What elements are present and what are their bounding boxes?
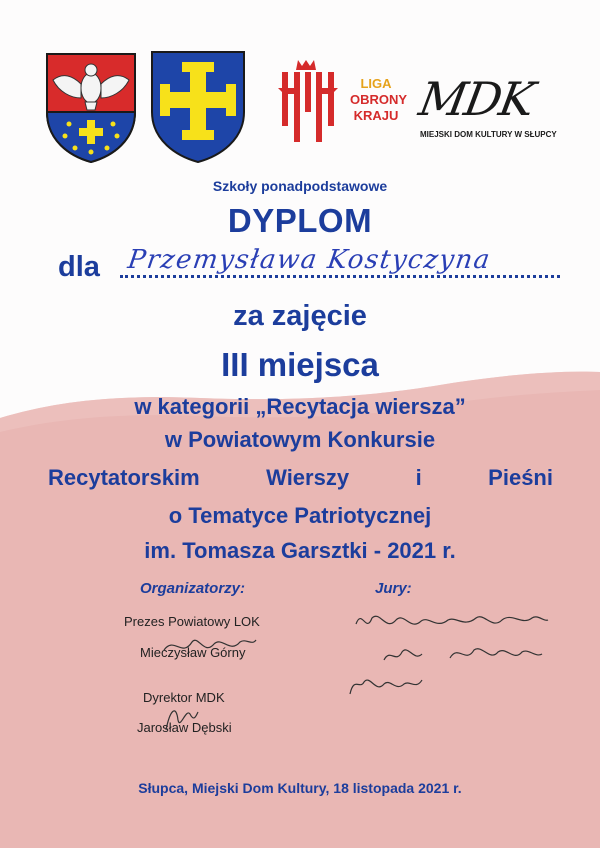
contest-word: Pieśni	[488, 465, 553, 490]
contest-word: Recytatorskim	[48, 465, 200, 490]
lok-logo-line2: OBRONY	[350, 92, 408, 107]
signature-organizer-2	[160, 700, 200, 734]
organizers-heading: Organizatorzy:	[140, 580, 246, 597]
award-category: w kategorii „Recytacja wiersza”	[134, 394, 466, 419]
lok-logo-line3: KRAJU	[353, 108, 399, 123]
contest-line-2	[48, 465, 553, 491]
place-and-date: Słupca, Miejski Dom Kultury, 18 listopada 2021 r.	[138, 780, 462, 796]
signature-jury-1	[352, 604, 552, 638]
town-coat-of-arms-icon	[150, 50, 246, 164]
contest-word: Wierszy	[266, 465, 350, 490]
award-intro: za zajęcie	[233, 300, 367, 332]
lok-logo-text	[350, 76, 408, 124]
contest-word: i	[415, 465, 422, 490]
signature-jury-3	[346, 670, 426, 700]
jury-heading: Jury:	[375, 580, 412, 597]
organizer-1-name: Mieczysław Górny	[140, 645, 246, 660]
contest-line-3: o Tematyce Patriotycznej	[168, 503, 432, 528]
school-level: Szkoły ponadpodstawowe	[212, 178, 388, 194]
signature-organizer-1	[160, 628, 260, 664]
signature-jury-2	[380, 638, 545, 668]
organizer-2-role: Dyrektor MDK	[143, 690, 225, 705]
recipient-dotted-line	[120, 275, 560, 278]
lok-emblem-icon	[276, 58, 340, 144]
recipient-row	[58, 245, 558, 295]
recipient-name: Przemysława Kostyczyna	[125, 245, 493, 275]
mdk-logo-caption: MIEJSKI DOM KULTURY W SŁUPCY	[420, 130, 557, 139]
county-coat-of-arms-icon	[45, 52, 137, 164]
for-label: dla	[58, 251, 100, 283]
organizer-2-name: Jarosław Dębski	[137, 720, 232, 735]
logo-bar	[0, 0, 600, 170]
contest-line-1: w Powiatowym Konkursie	[164, 427, 436, 452]
diploma-title: DYPLOM	[227, 202, 373, 239]
award-place: III miejsca	[221, 346, 379, 383]
contest-line-4: im. Tomasza Garsztki - 2021 r.	[144, 538, 456, 563]
lok-logo-line1: LIGA	[360, 76, 392, 91]
mdk-logo-mark: MDK	[415, 72, 538, 126]
organizer-1-role: Prezes Powiatowy LOK	[124, 614, 260, 629]
